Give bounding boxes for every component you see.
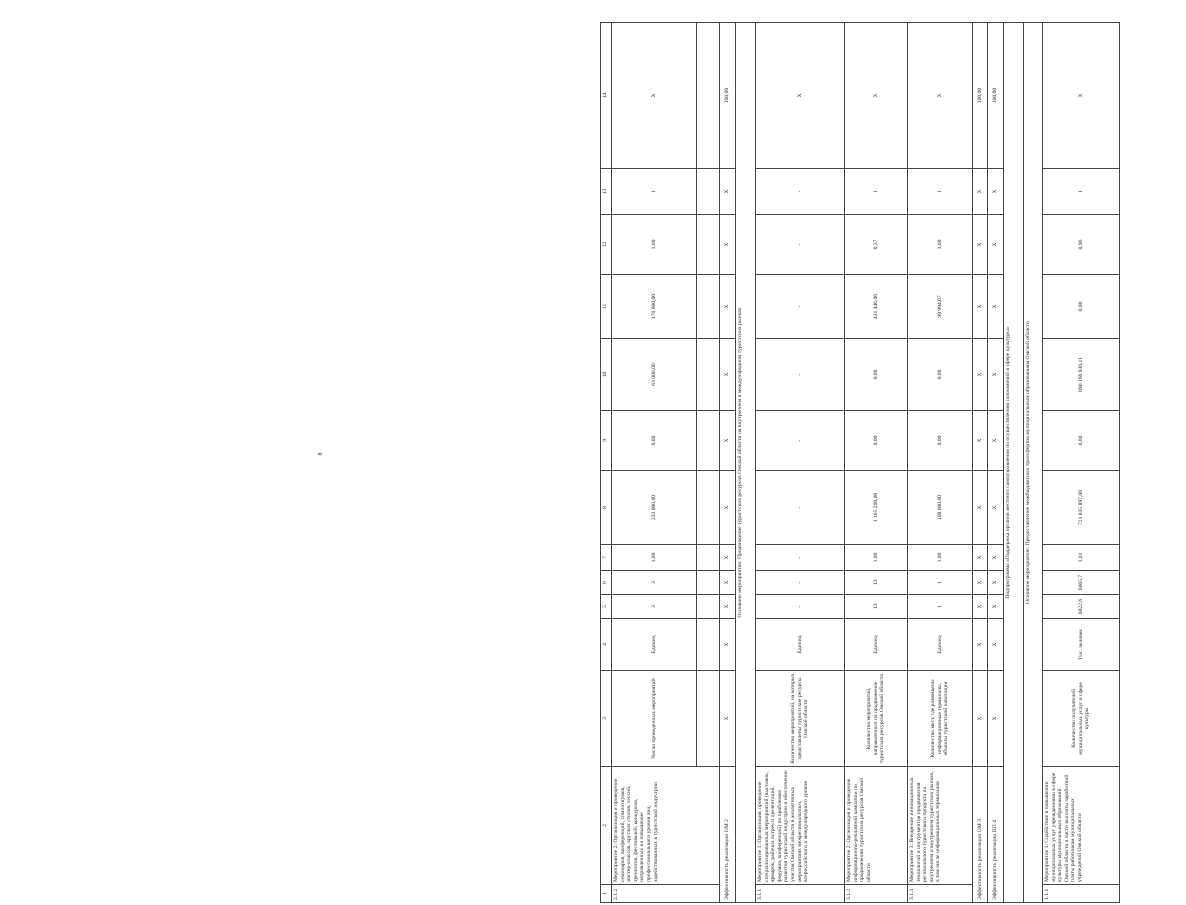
x-mark: X — [973, 339, 988, 411]
cell-6: 1 — [908, 571, 973, 595]
main-event-sub-title: Основное мероприятие: Предоставление межбюджетных трансфертов муниципальным образованиям Омской области — [1024, 23, 1043, 903]
cell-10: 690 166 930,11 — [1043, 339, 1120, 411]
cell-8: - — [756, 471, 845, 545]
efficiency-row-pp4 — [988, 23, 1004, 903]
cell-9: - — [756, 411, 845, 471]
event-name: Мероприятие 2: Организация и проведение семинаров, конференций, симпозиумов, мастер-классов, круглых столов, сессий, тренингов, фестивалей, конкурсов, направленных на повышение профессионального уровня лиц, задействованных в туристской индустрии — [612, 767, 720, 885]
cell-12: 1,00 — [612, 215, 697, 275]
x-mark: X — [720, 169, 736, 215]
row-number: 3.1.2 — [845, 885, 908, 903]
cell-8: 1 165 200,00 — [845, 471, 908, 545]
efficiency-value: 100,00 — [720, 23, 736, 169]
x-mark: X — [973, 619, 988, 671]
x-mark: X — [720, 215, 736, 275]
x-mark: X — [720, 339, 736, 411]
header-cell: 11 — [601, 275, 612, 339]
unit: Единиц — [908, 619, 973, 671]
cell-8: 721 835 897,00 — [1043, 471, 1120, 545]
efficiency-label: Эффективность реализации ОМ 3 — [973, 767, 988, 903]
cell-14: X — [756, 23, 845, 169]
header-cell: 8 — [601, 471, 612, 545]
cell-11: 170 000,00 — [612, 275, 697, 339]
cell-6: 13 — [845, 571, 908, 595]
indicator-name: Количество получателей муниципальных услуг в сфере культуры — [1043, 671, 1120, 767]
efficiency-value: 100,00 — [988, 23, 1004, 169]
unit: Единиц — [845, 619, 908, 671]
cell-5: 1 — [908, 595, 973, 619]
unit: Тыс. человек — [1043, 619, 1120, 671]
efficiency-label: Эффективность реализации ОМ 2 — [720, 767, 736, 903]
x-mark: X — [988, 169, 1004, 215]
x-mark: X — [720, 411, 736, 471]
cell-7: 1,01 — [1043, 545, 1120, 571]
indicator-name: Количество мест, где размещены информационные терминалы, объекты туристской навигации — [908, 671, 973, 767]
efficiency-value: 100,00 — [973, 23, 988, 169]
cell-10: 0,00 — [908, 339, 973, 411]
header-cell: 3 — [601, 671, 612, 767]
cell-12: 0,37 — [845, 215, 908, 275]
efficiency-row-om3 — [973, 23, 988, 903]
x-mark: X — [988, 619, 1004, 671]
cell-13: 1 — [845, 169, 908, 215]
cell-11: 0,00 — [1043, 275, 1120, 339]
main-event-title: Основное мероприятие: Продвижение туристских ресурсов Омской области на внутреннем и международном туристских рынках — [736, 23, 756, 903]
header-cell: 1 — [601, 885, 612, 903]
cell-6: 3 — [612, 571, 697, 595]
x-mark: X — [720, 671, 736, 767]
main-event-sub-row — [1024, 23, 1043, 903]
table-row-3-1-1 — [756, 23, 845, 903]
x-mark: X — [973, 411, 988, 471]
cell-7: - — [756, 545, 845, 571]
x-mark: X — [988, 215, 1004, 275]
subprogram-title: Подпрограмма «Поддержка органов местного самоуправления по осуществлению полномочий в сфере культуры» — [1004, 23, 1024, 903]
cell-11: - — [756, 275, 845, 339]
cell-8: 233 000,00 — [612, 471, 697, 545]
cell-13: - — [756, 169, 845, 215]
x-mark: X — [988, 471, 1004, 545]
cell-13: 1 — [612, 169, 697, 215]
rotated-page-content — [600, 23, 1186, 903]
x-mark: X — [988, 671, 1004, 767]
unit: Единиц — [756, 619, 845, 671]
table-row-2-1-2 — [612, 23, 697, 903]
x-mark: X — [988, 275, 1004, 339]
cell-9: 0,00 — [1043, 411, 1120, 471]
cell-9: 0,00 — [845, 411, 908, 471]
cell-12: - — [756, 215, 845, 275]
indicator-name: Количество мероприятий, направленных на продвижение туристских ресурсов Омской области — [845, 671, 908, 767]
table-row-3-1-3 — [908, 23, 973, 903]
cell-9: 0,00 — [908, 411, 973, 471]
x-mark: X — [720, 545, 736, 571]
header-cell: 10 — [601, 339, 612, 411]
cell-5: 13 — [845, 595, 908, 619]
cell-14: X — [845, 23, 908, 169]
cell-14: X — [612, 23, 697, 169]
cell-9: 0,00 — [612, 411, 697, 471]
x-mark: X — [973, 671, 988, 767]
cell-11: 431 446,06 — [845, 275, 908, 339]
efficiency-row-om2 — [720, 23, 736, 903]
event-name: Мероприятие 1: Содействие в повышении муниципальных услуг учреждениями в сфере культуры муниципальных образований Омской области в части выплаты заработной платы работникам муниципальных учреждений Омской области — [1043, 767, 1120, 885]
row-number: 1.1.1 — [1043, 885, 1120, 903]
x-mark: X — [973, 169, 988, 215]
x-mark: X — [973, 215, 988, 275]
cell-10: 63 000,00 — [612, 339, 697, 411]
efficiency-label: Эффективность реализации ПП 4 — [988, 767, 1004, 903]
header-cell: 4 — [601, 619, 612, 671]
x-mark: X — [973, 571, 988, 595]
x-mark: X — [988, 595, 1004, 619]
x-mark: X — [720, 471, 736, 545]
x-mark: X — [973, 471, 988, 545]
x-mark: X — [988, 339, 1004, 411]
header-cell: 6 — [601, 571, 612, 595]
page-number: 8 — [318, 452, 324, 456]
main-event-row — [736, 23, 756, 903]
x-mark: X — [973, 595, 988, 619]
cell-10: - — [756, 339, 845, 411]
cell-13: 1 — [1043, 169, 1120, 215]
indicator-name: Число проведенных мероприятий — [612, 671, 697, 767]
row-number: 3.1.1 — [756, 885, 845, 903]
x-mark: X — [973, 545, 988, 571]
cell-12: 0,96 — [1043, 215, 1120, 275]
x-mark: X — [973, 275, 988, 339]
x-mark: X — [720, 595, 736, 619]
row-number: 3.1.3 — [908, 885, 973, 903]
x-mark: X — [720, 275, 736, 339]
indicators-table — [600, 22, 1120, 903]
x-mark: X — [720, 619, 736, 671]
cell-7: 1,00 — [908, 545, 973, 571]
cell-13: 1 — [908, 169, 973, 215]
event-name: Мероприятие 1: Организация, проведение специализированных мероприятий (выставок, ярмарок, рабочих встреч и презентаций, форумов, конференций) по проблемам развития туристской индустрии и обеспечение участия Омской области в аналогичных мероприятиях межрегионального, всероссийского и международного уровня — [756, 767, 845, 885]
cell-14: X — [1043, 23, 1120, 169]
header-cell: 5 — [601, 595, 612, 619]
cell-5: 6022,6 — [1043, 595, 1120, 619]
cell-6: - — [756, 571, 845, 595]
header-cell: 12 — [601, 215, 612, 275]
cell-10: 0,00 — [845, 339, 908, 411]
header-row — [601, 23, 612, 903]
cell-12: 1,00 — [908, 215, 973, 275]
header-cell: 9 — [601, 411, 612, 471]
header-cell: 7 — [601, 545, 612, 571]
table-row-3-1-2 — [845, 23, 908, 903]
cell-5: - — [756, 595, 845, 619]
cell-8: 100 000,00 — [908, 471, 973, 545]
cell-6: 6065,7 — [1043, 571, 1120, 595]
header-cell: 2 — [601, 767, 612, 885]
unit: Единиц — [612, 619, 697, 671]
cell-7: 1,00 — [612, 545, 697, 571]
event-name: Мероприятие 3: Внедрение инновационных технологий и инструментов продвижения регионального туристского продукта на внутреннем и внутреннем туристских рынках, в том числе информационных терминалов — [908, 767, 973, 885]
subprogram-row — [1004, 23, 1024, 903]
table-row-1-1-1 — [1043, 23, 1120, 903]
x-mark: X — [988, 571, 1004, 595]
cell-11: 99 994,67 — [908, 275, 973, 339]
header-cell: 14 — [601, 23, 612, 169]
event-name: Мероприятие 2: Организация и проведение информационно-рекламной кампании по продвижению туристских ресурсов Омской области — [845, 767, 908, 885]
header-cell: 13 — [601, 169, 612, 215]
cell-5: 3 — [612, 595, 697, 619]
indicator-name: Количество мероприятий, на которых представлены туристские ресурсы Омской области — [756, 671, 845, 767]
row-number: 2.1.2 — [612, 885, 720, 903]
x-mark: X — [720, 571, 736, 595]
cell-7: 1,00 — [845, 545, 908, 571]
x-mark: X — [988, 545, 1004, 571]
x-mark: X — [988, 411, 1004, 471]
cell-14: X — [908, 23, 973, 169]
